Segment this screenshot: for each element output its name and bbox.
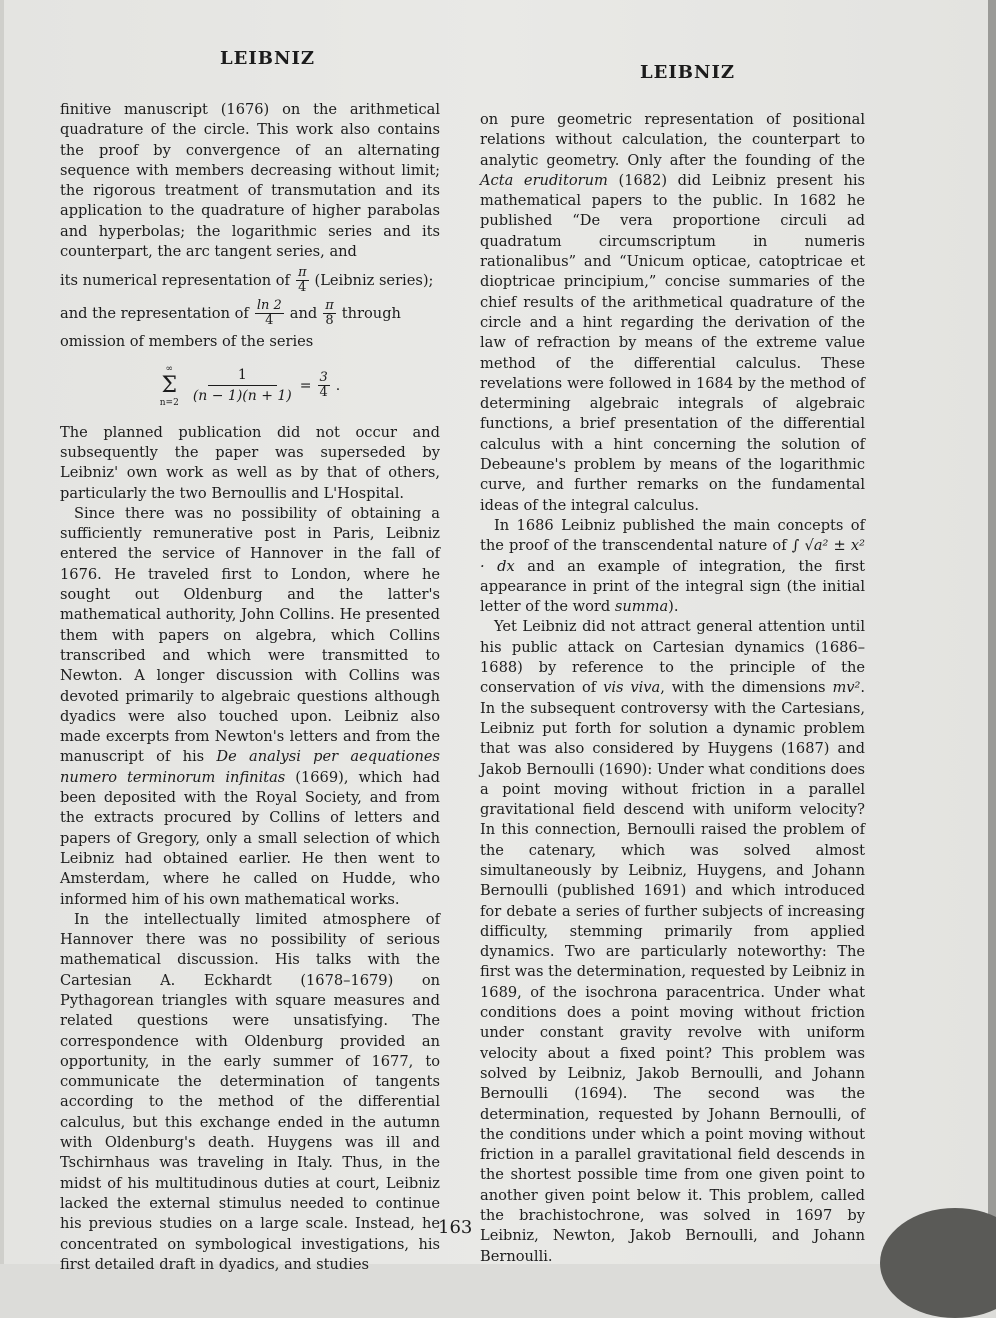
running-header-left: LEIBNIZ [220, 48, 316, 69]
paragraph-r3-b: , with the dimensions [660, 679, 826, 697]
rep-a-after-text: (Leibniz series); [314, 271, 434, 289]
paragraph-3-end: (1669), which had been deposited with the Royal Society, and from the extracts procured by Collins of letters and papers of Gregory, only a small selection of which Leibniz had obtained earlier. He then went to Amsterdam, where he called on Hudde, who informed him of his own mathematical works. [60, 768, 440, 908]
series-period: . [335, 377, 341, 394]
series-term-fraction [189, 365, 296, 407]
fraction-denominator: 8 [325, 313, 334, 329]
paragraph-r1-b: (1682) did Leibniz present his mathematical papers to the public. In 1682 he published “De vera proportione circuli ad quadratum circumscriptum in numeris rationalibus” and “Unicum opticae, catoptricae et dioptricae principium,” concise summaries of the chief results of the arithmetical quadrature of the circle and a hint regarding the derivation of the law of refraction by means of the extreme value method of the differential calculus. These revelations were followed in 1684 by the method of determining algebraic integrals of algebraic functions, a brief presentation of the differential calculus with a hint concerning the solution of Debeaune's problem by means of the logarithmic curve, and further remarks on the fundamental ideas of the integral calculus. [480, 171, 865, 514]
paragraph-3 [60, 504, 440, 910]
paragraph-r2-a: In 1686 Leibniz published the main concepts of the proof of the transcendental nature of [480, 516, 865, 555]
scan-edge-left [0, 0, 4, 1264]
fraction-numerator: 3 [319, 370, 328, 386]
fraction-denominator: 4 [265, 313, 274, 329]
paragraph-r3-a: Yet Leibniz did not attract general attention until his public attack on Cartesian dynamics (1686–1688) by reference to the principle of the conservation of [480, 618, 865, 697]
fraction-denominator: 4 [319, 385, 328, 401]
series-denominator: (n − 1)(n + 1) [192, 388, 292, 405]
fraction-pi-over-4 [296, 266, 309, 295]
equals-sign: = [299, 377, 312, 394]
work-title-de-analysi: De analysi per aequationes numero terminorum infinitas [60, 748, 441, 786]
paragraph-1: finitive manuscript (1676) on the arithmetical quadrature of the circle. This work also contains the proof by convergence of an alternating sequence with members decreasing without limit; the rigorous treatment of transmutation and its application to the quadrature of higher parabolas and hyperbolas; the logarithmic series and its counterpart, the arc tangent series, and [60, 101, 440, 261]
paragraph-r1-a: on pure geometric representation of positional relations without calculation, the counterpart to analytic geometry. Only after the founding of the [480, 111, 865, 169]
leibniz-series-line [60, 266, 440, 295]
and-text: and [289, 304, 318, 322]
term-vis-viva: vis viva [603, 679, 661, 697]
fraction-numerator: ln 2 [256, 298, 282, 314]
fraction-numerator: π [297, 265, 307, 281]
integral-expression: ∫ √a² ± x² · dx [480, 537, 866, 575]
running-header-right: LEIBNIZ [640, 62, 736, 83]
series-result-fraction [318, 371, 330, 400]
series-numerator: 1 [208, 365, 277, 386]
paragraph-4: In the intellectually limited atmosphere of Hannover there was no possibility of serious mathematical discussion. His talks with the Cartesian A. Eckhardt (1678–1679) on Pythagorean triangles with square measures and related questions were unsatisfying. The correspondence with Oldenburg provided an opportunity, in the early summer of 1677, to communicate the determination of tangents according to the method of the differential calculus, but this exchange ended in the autumn with Oldenburg's death. Huygens was ill and Tschirnhaus was traveling in Italy. Thus, in the midst of his multitudinous duties at court, Leibniz lacked the external stimulus needed to continue his previous studies on a large scale. Instead, he concentrated on symbological investigations, his first detailed draft in dyadics, and studies [60, 910, 440, 1273]
right-column [480, 110, 865, 1267]
paragraph-r2 [480, 516, 865, 617]
fraction-pi-over-8 [323, 299, 336, 328]
paragraph-r2-c: ). [668, 598, 679, 616]
journal-title-acta: Acta eruditorum [480, 171, 608, 189]
summation-upper-limit: ∞ [165, 363, 174, 374]
paragraph-3-start: Since there was no possibility of obtaining a sufficiently remunerative post in Paris, Leibniz entered the service of Hannover in the fall of 1676. He traveled first to London, where he sought out Oldenburg and the latter's mathematical authority, John Collins. He presented them with papers on algebra, which Collins transcribed and which were transmitted to Newton. A longer discussion with Collins was devoted primarily to algebraic questions although dyadics were also touched upon. Leibniz also made excerpts from Newton's letters and from the manuscript of his [60, 504, 440, 766]
representation-line [60, 299, 440, 328]
paragraph-r3-c: . In the subsequent controversy with the Cartesians, Leibniz put forth for solution a dynamic problem that was also considered by Huygens (1687) and Jakob Bernoulli (1690): Under what conditions does a point moving without friction in a parallel gravitational field descend with uniform velocity? In this connection, Bernoulli raised the problem of the catenary, which was solved almost simultaneously by Leibniz, Huygens, and Johann Bernoulli (published 1691) and which introduced for debate a series of further subjects of increasing difficulty, stemming primarily from applied dynamics. Two are particularly noteworthy: The first was the determination, requested by Leibniz in 1689, of the isochrona paracentrica. Under what conditions does a point moving without friction under constant gravity revolve with uniform velocity about a fixed point? This problem was solved by Leibniz, Jakob Bernoulli, and Johann Bernoulli (1694). The second was the determination, requested by Johann Bernoulli, of the conditions under which a point moving without friction in a parallel gravitational field descends in the shortest possible time from one given point to another given point below it. This problem, called the brachistochrone, was solved in 1697 by Leibniz, Newton, Jakob Bernoulli, and Johann Bernoulli. [480, 679, 866, 1265]
summation-lower-limit: n=2 [159, 397, 179, 408]
paragraph-r3 [480, 617, 865, 1267]
rep-b-after-text: through [341, 304, 401, 322]
dimension-mv2: mv² [832, 679, 861, 697]
paragraph-r2-b: and an example of integration, the first appearance in print of the integral sign (the initial letter of the word [480, 557, 865, 616]
fraction-ln2-over-4 [255, 299, 284, 328]
fraction-denominator: 4 [298, 280, 307, 296]
fraction-numerator: π [325, 298, 334, 314]
paragraph-r1 [480, 110, 865, 516]
rep-b-text: and the representation of [60, 304, 249, 322]
left-column [60, 100, 440, 1275]
sigma-glyph: Σ [161, 372, 178, 398]
summation-symbol [160, 363, 179, 409]
scan-edge-right [988, 0, 996, 1264]
word-summa: summa [614, 598, 669, 616]
page-number: 163 [438, 1217, 473, 1238]
paragraph-1-end: omission of members of the series [60, 333, 314, 351]
series-equation [60, 363, 440, 409]
rep-a-text: its numerical representation of [60, 271, 290, 289]
paragraph-2: The planned publication did not occur and subsequently the paper was superseded by Leibniz' own work as well as by that of others, particularly the two Bernoullis and L'Hospital. [60, 423, 440, 502]
